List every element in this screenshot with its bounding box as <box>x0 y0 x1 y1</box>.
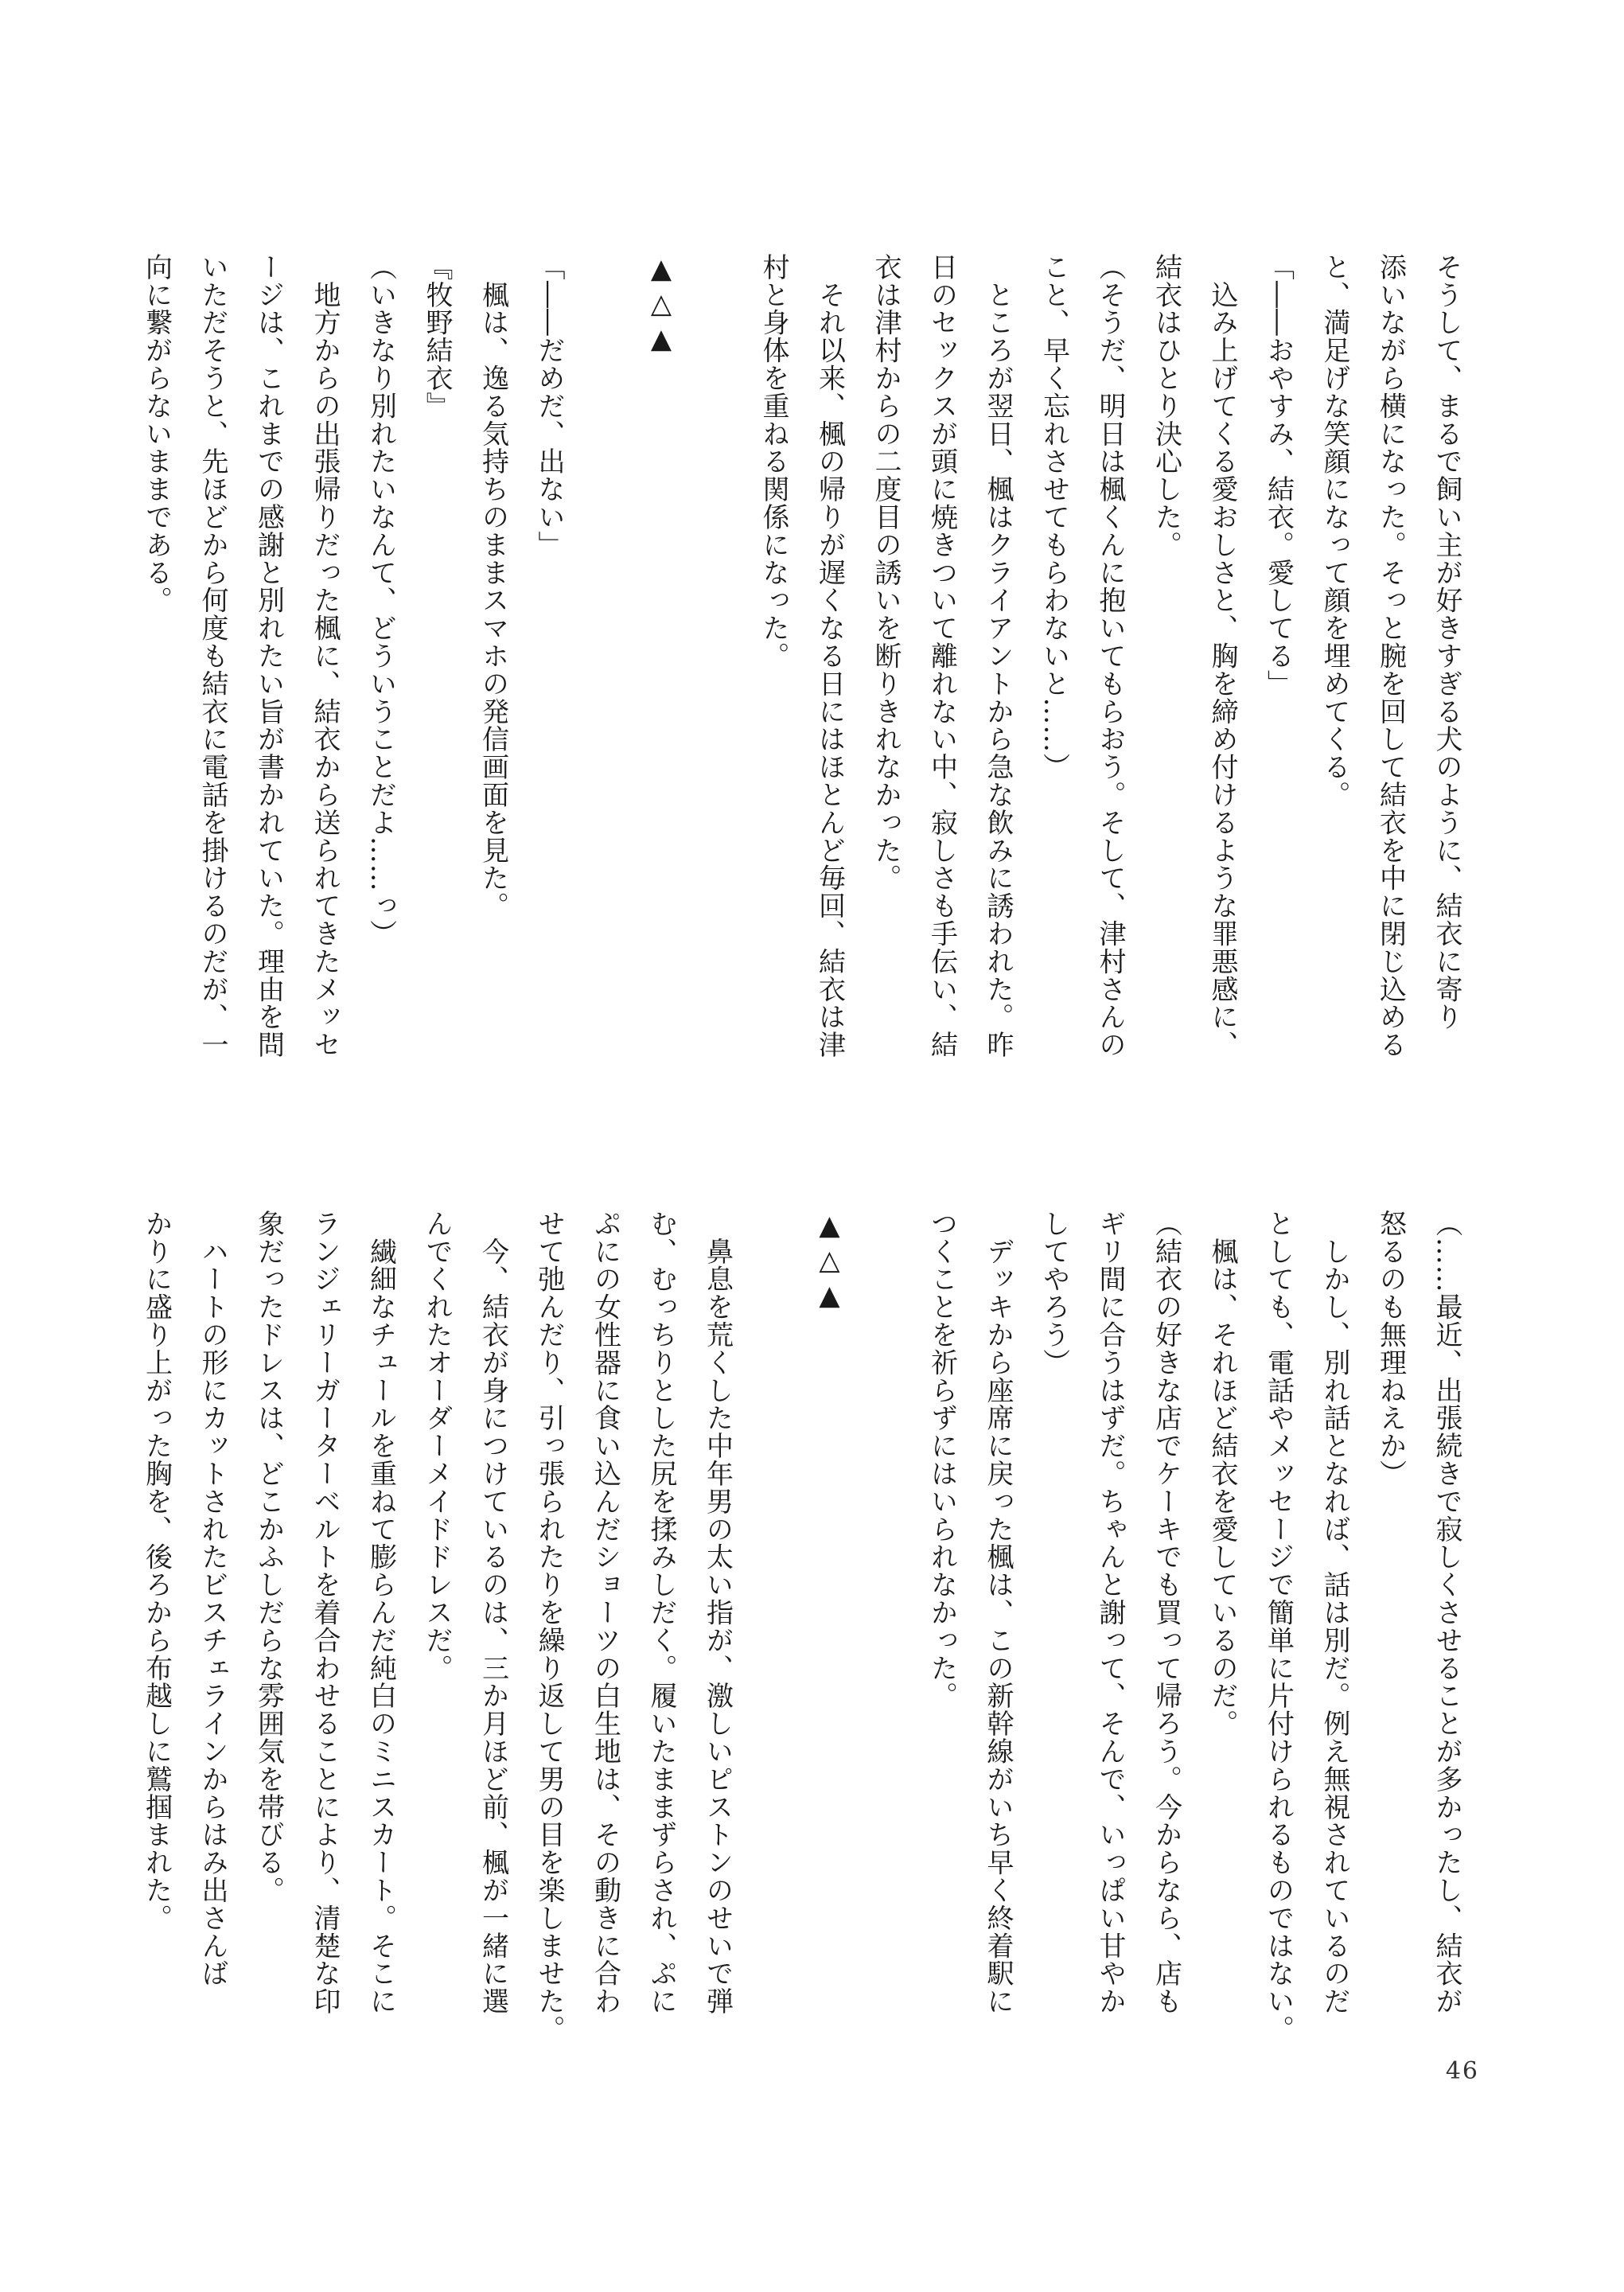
upper-text-column <box>74 253 1474 1113</box>
thought-line: 怒るのも無理ねえか） <box>1374 1210 1407 1487</box>
thought-line: （……最近、出張続きで寂しくさせることが多かったし、結衣が <box>1431 1210 1462 2016</box>
text-line: 象だったドレスは、どこかふしだらな雰囲気を帯びる。 <box>252 1210 285 1904</box>
text-line: ージは、これまでの感謝と別れたい旨が書かれていた。理由を問 <box>252 253 285 1059</box>
text-line: ところが翌日、楓はクライアントから急な飲みに誘われた。昨 <box>982 253 1014 1059</box>
text-line: と、満足げな笑顔になって顔を埋めてくる。 <box>1318 253 1350 809</box>
text-line: 衣は津村からの二度目の誘いを断りきれなかった。 <box>870 253 902 892</box>
text-line: ランジェリーガーターベルトを着合わせることにより、清楚な印 <box>309 1210 341 2016</box>
text-line: 日のセックスが頭に焼きついて離れない中、寂しさも手伝い、結 <box>925 253 958 1059</box>
text-line: としても、電話やメッセージで簡単に片付けられるものではない。 <box>1262 1210 1295 2043</box>
text-line: 向に繋がらないままである。 <box>140 253 173 614</box>
page-number: 46 <box>1445 2057 1479 2085</box>
text-line: それ以来、楓の帰りが遅くなる日にはほとんど毎回、結衣は津 <box>813 253 846 1059</box>
text-line: ハートの形にカットされたビスチェラインからはみ出さんば <box>197 1210 228 1988</box>
text-line: 『牧野結衣』 <box>421 253 453 420</box>
text-line: んでくれたオーダーメイドドレスだ。 <box>421 1210 453 1682</box>
lower-text-column <box>74 1210 1474 2125</box>
text-line: 結衣はひとり決心した。 <box>1150 253 1182 559</box>
thought-line: （結衣の好きな店でケーキでも買って帰ろう。今からなら、店も <box>1150 1210 1182 2016</box>
thought-line: こと、早く忘れさせてもらわないと……） <box>1038 253 1070 782</box>
dialogue-line: 「――おやすみ、結衣。愛してる」 <box>1262 253 1295 698</box>
thought-line: ギリ間に合うはずだ。ちゃんと謝って、そんで、いっぱい甘やか <box>1094 1210 1126 2016</box>
text-line: いただそうと、先ほどから何度も結衣に電話を掛けるのだが、一 <box>197 253 228 1059</box>
text-line: ぷにの女性器に食い込んだショーツの白生地は、その動きに合わ <box>589 1210 621 2016</box>
text-line: 鼻息を荒くした中年男の太い指が、激しいピストンのせいで弾 <box>701 1210 734 2016</box>
blank-line <box>689 253 746 1113</box>
text-line: 村と身体を重ねる関係になった。 <box>757 253 789 670</box>
text-line: せて弛んだり、引っ張られたりを繰り返して男の目を楽しませた。 <box>533 1210 565 2043</box>
text-line: 楓は、それほど結衣を愛しているのだ。 <box>1206 1210 1238 1738</box>
scene-break-marker: ▲△▲ <box>813 1210 846 1315</box>
text-line: 地方からの出張帰りだった楓に、結衣から送られてきたメッセ <box>309 253 341 1059</box>
thought-line: （そうだ、明日は楓くんに抱いてもらおう。そして、津村さんの <box>1094 253 1126 1059</box>
text-line: かりに盛り上がった胸を、後ろから布越しに鷲掴まれた。 <box>140 1210 173 1932</box>
text-line: む、むっちりとした尻を揉みしだく。履いたままずらされ、ぷに <box>645 1210 677 2016</box>
text-line: 添いながら横になった。そっと腕を回して結衣を中に閉じ込める <box>1374 253 1407 1059</box>
text-line: 楓は、逸る気持ちのままスマホの発信画面を見た。 <box>477 253 509 920</box>
text-line: つくことを祈らずにはいられなかった。 <box>925 1210 958 1710</box>
thought-line: してやろう） <box>1038 1210 1070 1377</box>
blank-line <box>746 1210 802 2125</box>
dialogue-line: 「――だめだ、出ない」 <box>533 253 565 559</box>
text-line: 繊細なチュールを重ねて膨らんだ純白のミニスカート。そこに <box>364 1210 397 2016</box>
blank-line <box>858 1210 914 2125</box>
text-line: しかし、別れ話となれば、話は別だ。例え無視されているのだ <box>1318 1210 1350 2016</box>
thought-line: （いきなり別れたいなんて、どういうことだよ……っ） <box>364 253 397 948</box>
text-line: デッキから座席に戻った楓は、この新幹線がいち早く終着駅に <box>982 1210 1014 2016</box>
text-line: 込み上げてくる愛おしさと、胸を締め付けるような罪悪感に、 <box>1206 253 1238 1059</box>
scene-break-marker: ▲△▲ <box>645 253 677 358</box>
text-line: そうして、まるで飼い主が好きすぎる犬のように、結衣に寄り <box>1431 253 1462 1031</box>
text-line: 今、結衣が身につけているのは、三か月ほど前、楓が一緒に選 <box>477 1210 509 2016</box>
blank-line <box>577 253 633 1113</box>
